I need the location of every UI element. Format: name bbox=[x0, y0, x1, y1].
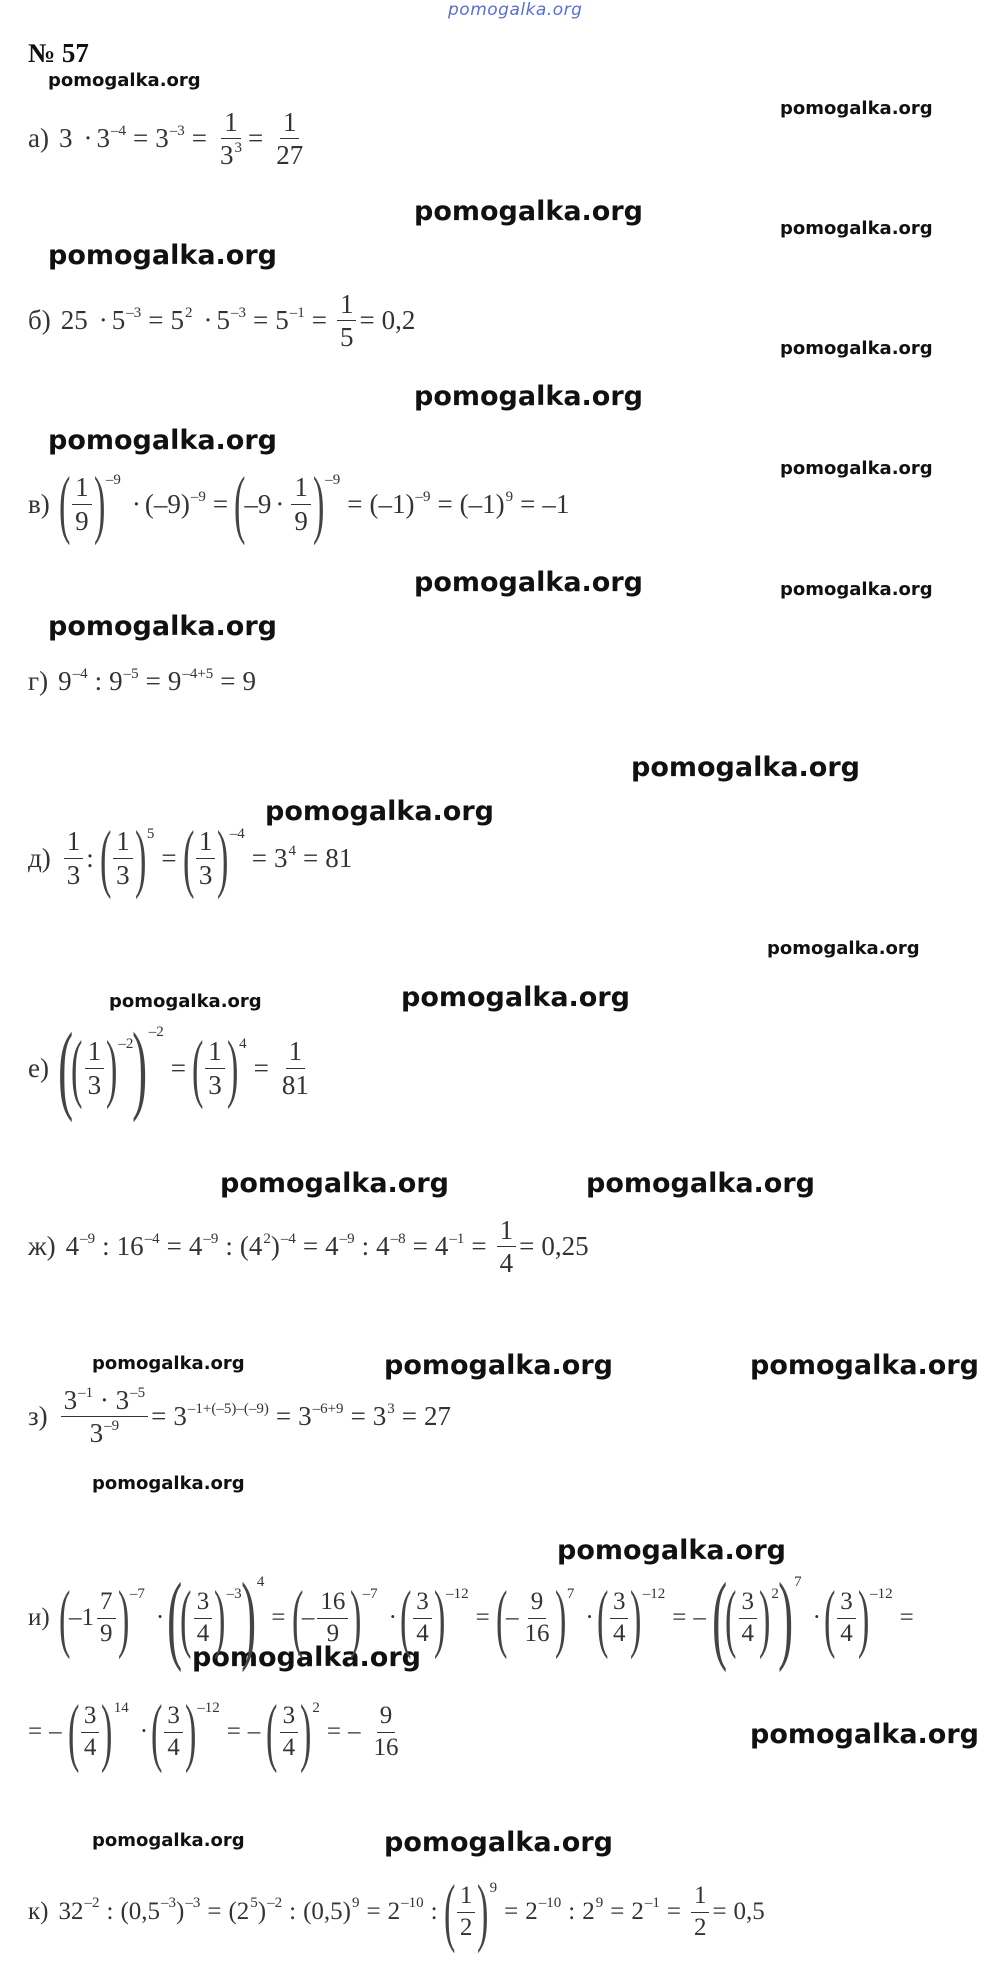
equation-i-line1: и) ( –1 $\frac{7}{9}$ ) –7 · ( ( $\frac{3}{4}$ ) –3 ) 4 = ( – $\frac{16}{9}$ ) –7 · ( $\frac{3}{4}$ ) –12 = ( – $\frac{9}{16}$ ) 7 · ( $\frac{3}{4}$ ) –12 = – ( ( $\frac{3}{4}$ ) 2 ) 7 · ( $\frac{3}{4}$ ) –12 = bbox=[28, 1562, 914, 1673]
watermark: pomogalka.org bbox=[780, 98, 933, 119]
label-k: к) bbox=[28, 1898, 49, 1925]
watermark: pomogalka.org bbox=[780, 218, 933, 239]
equation-e: е) ( ( $\frac{1}{3}$ ) –2 ) –2 = ( $\frac{1}{3}$ ) 4 = $\frac{1}{81}$ bbox=[28, 1012, 309, 1123]
label-v: в) bbox=[28, 488, 50, 519]
label-e: е) bbox=[28, 1052, 49, 1083]
label-b: б) bbox=[28, 305, 51, 336]
equation-b: б) 25 · $5^{-3}$ = $5^2$ · $5^{-3}$ = $5^{-1}$ = $\frac{1}{5}$ = 0,2 bbox=[28, 289, 416, 353]
equation-zh: ж) $4^{-9}$ : $16^{-4}$ = $4^{-9}$ : $(4^2)^{-4}$ = $4^{-9}$ : $4^{-8}$ = $4^{-1}$ = $\frac{1}{4}$ = 0,25 bbox=[28, 1215, 589, 1279]
equation-d: д) $\frac{1}{3}$ : ( $\frac{1}{3}$ ) 5 = ( $\frac{1}{3}$ ) –4 = $3^4$ = 81 bbox=[28, 816, 353, 900]
equation-i-line2: = – ( $\frac{3}{4}$ ) 14 · ( $\frac{3}{4}$ ) –12 = – ( $\frac{3}{4}$ ) 2 = – $\frac{9}{16}$ bbox=[28, 1690, 399, 1774]
watermark: pomogalka.org bbox=[48, 240, 277, 271]
watermark: pomogalka.org bbox=[92, 1473, 245, 1494]
fraction: $\frac{1}{5}$ bbox=[337, 290, 357, 352]
watermark: pomogalka.org bbox=[750, 1350, 979, 1381]
site-banner[interactable]: pomogalka.org bbox=[448, 0, 583, 20]
task-number: № 57 bbox=[28, 38, 89, 68]
watermark: pomogalka.org bbox=[780, 458, 933, 479]
watermark: pomogalka.org bbox=[414, 567, 643, 598]
fraction: $\frac{1}{3^3}$ bbox=[219, 107, 242, 171]
watermark: pomogalka.org bbox=[767, 938, 920, 959]
watermark: pomogalka.org bbox=[92, 1830, 245, 1851]
watermark: pomogalka.org bbox=[750, 1719, 979, 1750]
watermark: pomogalka.org bbox=[192, 1642, 421, 1673]
equation-v: в) ( $\frac{1}{9}$ ) –9 · $(-9)^{-9}$ = ( –9 · $\frac{1}{9}$ ) –9 = $(-1)^{-9}$ = $(-1)^9$ = –1 bbox=[28, 462, 570, 546]
watermark: pomogalka.org bbox=[557, 1535, 786, 1566]
fraction: $\frac{1}{27}$ bbox=[276, 107, 304, 171]
watermark: pomogalka.org bbox=[401, 982, 630, 1013]
watermark: pomogalka.org bbox=[384, 1827, 613, 1858]
equation-k: к) $32^{-2}$ : $(0,5^{-3})^{-3}$ = $(2^5)^{-2}$ : $(0,5)^9$ = $2^{-10}$ : ( $\frac{1}{2}$ ) 9 = $2^{-10}$ : $2^9$ = $2^{-1}$ = $\frac{1}{2}$ = 0,5 bbox=[28, 1870, 765, 1954]
label-a: а) bbox=[28, 123, 49, 154]
watermark: pomogalka.org bbox=[109, 991, 262, 1012]
label-z: з) bbox=[28, 1401, 48, 1432]
watermark: pomogalka.org bbox=[414, 381, 643, 412]
watermark: pomogalka.org bbox=[265, 796, 494, 827]
equation-z: з) $\frac{3^{-1} \cdot 3^{-5}}{3^{-9}}$ = $3^{-1+(-5)-(-9)}$ = $3^{-6+9}$ = $3^3$ = 27 bbox=[28, 1385, 452, 1449]
watermark: pomogalka.org bbox=[780, 579, 933, 600]
watermark: pomogalka.org bbox=[414, 196, 643, 227]
equation-a: а) 3 · $3^{-4}$ = $3^{-3}$ = $\frac{1}{3^3}$ = $\frac{1}{27}$ bbox=[28, 108, 309, 170]
watermark: pomogalka.org bbox=[384, 1350, 613, 1381]
watermark: pomogalka.org bbox=[48, 425, 277, 456]
equation-g: г) $9^{-4}$ : $9^{-5}$ = $9^{-4+5}$ = 9 bbox=[28, 666, 257, 696]
watermark: pomogalka.org bbox=[220, 1168, 449, 1199]
watermark: pomogalka.org bbox=[48, 70, 201, 91]
label-d: д) bbox=[28, 842, 51, 873]
label-zh: ж) bbox=[28, 1231, 56, 1262]
label-i: и) bbox=[28, 1604, 50, 1631]
watermark: pomogalka.org bbox=[631, 752, 860, 783]
watermark: pomogalka.org bbox=[780, 338, 933, 359]
watermark: pomogalka.org bbox=[48, 611, 277, 642]
watermark: pomogalka.org bbox=[586, 1168, 815, 1199]
label-g: г) bbox=[28, 666, 49, 696]
watermark: pomogalka.org bbox=[92, 1353, 245, 1374]
